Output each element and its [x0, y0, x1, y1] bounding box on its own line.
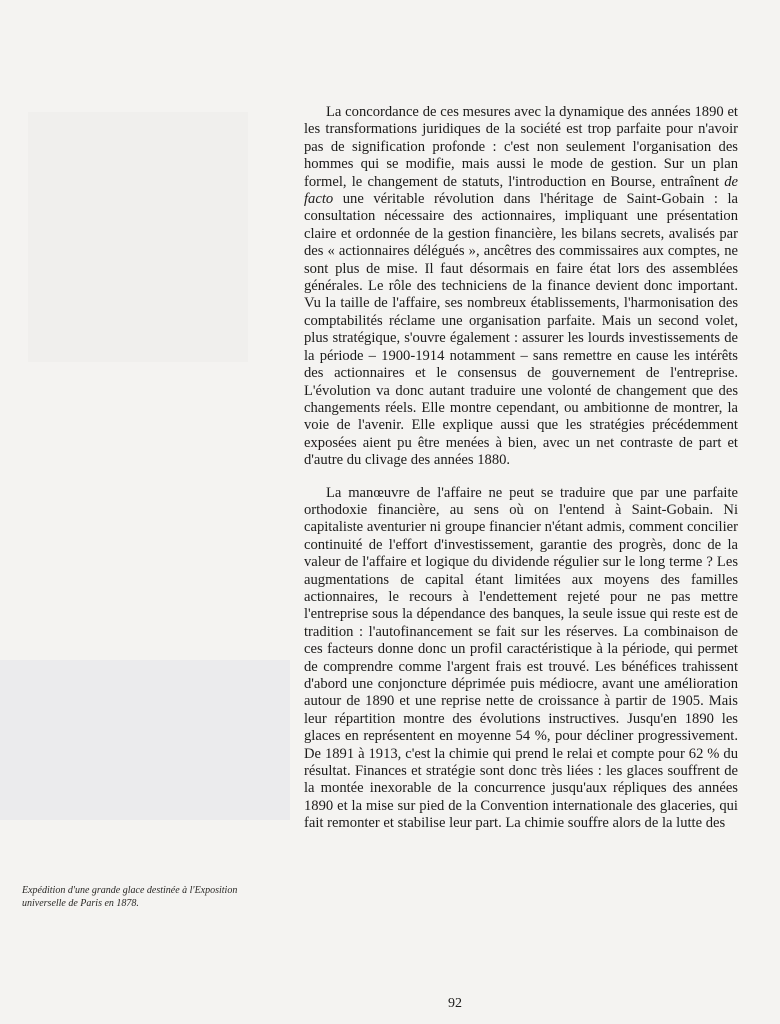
- bleed-through-area-top: [28, 112, 248, 362]
- page-number: 92: [448, 996, 462, 1011]
- paragraph-1: [304, 104, 738, 470]
- paragraph-1-text-b: une véritable révolution dans l'héritage de Saint-Gobain : la consultation nécessaire des actionnaires, impliquant une présentation claire et ordonnée de la gestion financière, les bilans secrets, avalisés par des « actionnaires délégués », ancêtres des commissaires aux comptes, ne sont plus de mise. Il faut désormais en faire état lors des assemblées générales. Le rôle des techniciens de la finance devient donc important. Vu la taille de l'affaire, ses nombreux établissements, l'harmonisation des comptabilités réclame une organisation parfaite. Mais un second volet, plus stratégique, s'ouvre également : assurer les lourds investissements de la période – 1900-1914 notamment – sans remettre en cause les intérêts des actionnaires et le consensus de gouvernement de l'entreprise. L'évolution va donc autant traduire une volonté de changement que des changements réels. Elle montre cependant, ou ambitionne de montrer, la voie de l'avenir. Elle explique aussi que les stratégies précédemment exposées aient pu être menées à bien, avec un net contraste de part et d'autre du clivage des années 1880.: [304, 191, 738, 469]
- paragraph-2: La manœuvre de l'affaire ne peut se traduire que par une parfaite orthodoxie financière, au sens où on l'entend à Saint-Gobain. Ni capitaliste aventurier ni groupe financier n'étant admis, comment concilier continuité de l'effort d'investissement, garantie des progrès, donc de la valeur de l'affaire et logique du dividende régulier sur le long terme ? Les augmentations de capital étant limitées aux moyens des familles actionnaires, le recours à l'endettement rejeté pour ne pas mettre l'entreprise sous la dépendance des banques, la seule issue qui reste est de tradition : l'autofinancement se fait sur les réserves. La combinaison de ces facteurs donne donc un profil caractéristique à la période, qui permet de comprendre comme l'argent frais est trouvé. Les bénéfices trahissent d'abord une conjoncture déprimée puis médiocre, avant une amélioration autour de 1890 et une reprise nette de croissance à partir de 1905. Mais leur répartition montre des évolutions instructives. Jusqu'en 1890 les glaces en représentent en moyenne 54 %, pour décliner progressivement. De 1891 à 1913, c'est la chimie qui prend le relai et compte pour 62 % du résultat. Finances et stratégie sont donc très liées : les glaces souffrent de la montée inexorable de la concurrence jusqu'aux répliques des années 1890 et la mise sur pied de la Convention internationale des glaceries, qui fait remonter et stabilise leur part. La chimie souffre alors de la lutte des: [304, 484, 738, 832]
- paragraph-1-text-a: La concordance de ces mesures avec la dynamique des années 1890 et les transformations juridiques de la société est trop parfaite pour n'avoir pas de signification profonde : c'est non seulement l'organisation des hommes qui se modifie, mais aussi le mode de gestion. Sur un plan formel, le changement de statuts, l'introduction en Bourse, entraînent: [304, 104, 738, 190]
- body-text-column: [304, 104, 738, 833]
- paragraph-1-emphasis: de facto: [304, 173, 738, 208]
- bleed-through-area-bottom: [0, 660, 290, 820]
- image-caption: Expédition d'une grande glace destinée à l'Exposition universelle de Paris en 1878.: [22, 885, 238, 909]
